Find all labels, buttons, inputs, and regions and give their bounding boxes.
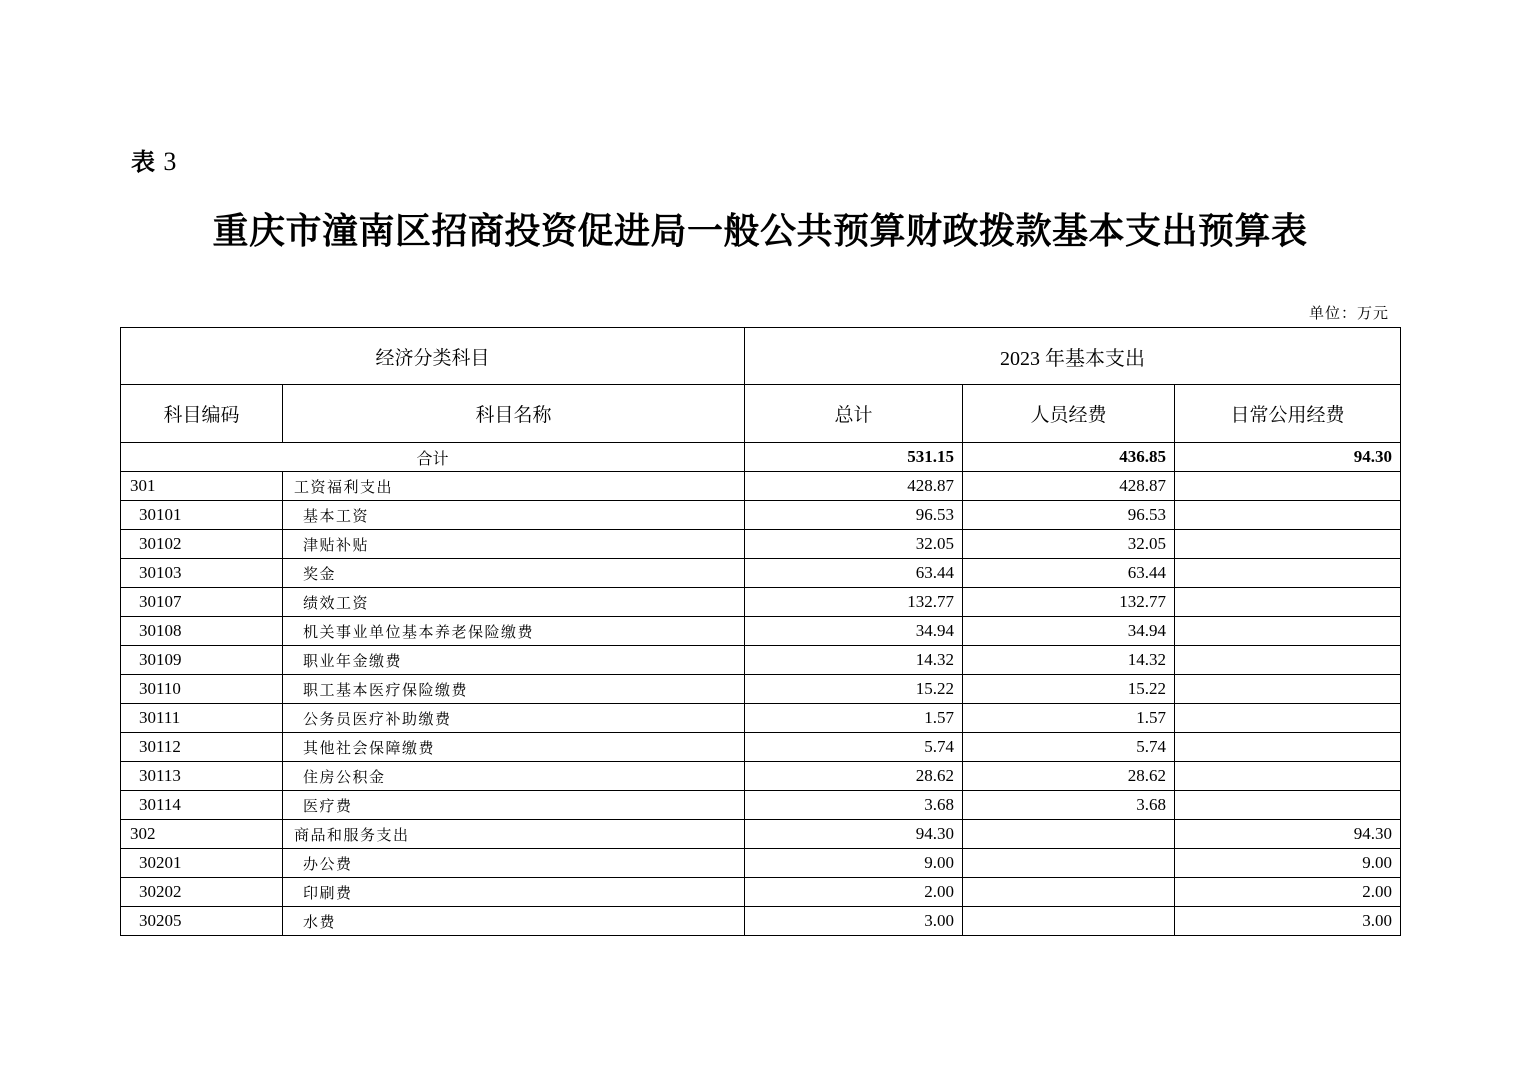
row-total: 34.94 [745, 617, 963, 646]
table-label-text: 表 [131, 148, 155, 176]
table-row [121, 878, 1401, 907]
row-code: 30201 [121, 849, 283, 878]
row-personnel [963, 820, 1175, 849]
total-row [121, 443, 1401, 472]
row-personnel: 1.57 [963, 704, 1175, 733]
row-name: 水费 [283, 907, 745, 936]
row-public [1175, 559, 1401, 588]
row-public [1175, 530, 1401, 559]
row-code: 30102 [121, 530, 283, 559]
row-code: 30109 [121, 646, 283, 675]
row-name: 住房公积金 [283, 762, 745, 791]
row-name: 商品和服务支出 [283, 820, 745, 849]
row-total: 96.53 [745, 501, 963, 530]
header-year-expense: 2023 年基本支出 [745, 328, 1401, 385]
row-total: 9.00 [745, 849, 963, 878]
row-name: 机关事业单位基本养老保险缴费 [283, 617, 745, 646]
row-public: 94.30 [1175, 820, 1401, 849]
row-name: 医疗费 [283, 791, 745, 820]
row-personnel: 63.44 [963, 559, 1175, 588]
row-personnel: 3.68 [963, 791, 1175, 820]
row-total: 2.00 [745, 878, 963, 907]
row-code: 301 [121, 472, 283, 501]
row-code: 30103 [121, 559, 283, 588]
row-personnel [963, 849, 1175, 878]
header-code: 科目编码 [121, 385, 283, 443]
header-econ-class: 经济分类科目 [121, 328, 745, 385]
row-public [1175, 733, 1401, 762]
row-public [1175, 501, 1401, 530]
row-total: 132.77 [745, 588, 963, 617]
table-row [121, 820, 1401, 849]
row-total: 3.00 [745, 907, 963, 936]
table-row [121, 849, 1401, 878]
row-personnel: 96.53 [963, 501, 1175, 530]
row-total: 3.68 [745, 791, 963, 820]
table-row [121, 472, 1401, 501]
row-public [1175, 646, 1401, 675]
row-name: 公务员医疗补助缴费 [283, 704, 745, 733]
row-public [1175, 791, 1401, 820]
row-name: 职业年金缴费 [283, 646, 745, 675]
table-row [121, 530, 1401, 559]
row-total: 28.62 [745, 762, 963, 791]
row-public [1175, 704, 1401, 733]
row-name: 工资福利支出 [283, 472, 745, 501]
row-total: 32.05 [745, 530, 963, 559]
budget-table [120, 327, 1401, 936]
header-public: 日常公用经费 [1175, 385, 1401, 443]
table-row [121, 762, 1401, 791]
header-row-1 [121, 328, 1401, 385]
row-public [1175, 675, 1401, 704]
row-personnel: 28.62 [963, 762, 1175, 791]
total-public: 94.30 [1175, 443, 1401, 472]
row-total: 94.30 [745, 820, 963, 849]
row-personnel: 428.87 [963, 472, 1175, 501]
total-personnel: 436.85 [963, 443, 1175, 472]
table-row [121, 733, 1401, 762]
row-code: 30205 [121, 907, 283, 936]
row-public [1175, 617, 1401, 646]
row-public: 3.00 [1175, 907, 1401, 936]
row-personnel [963, 878, 1175, 907]
table-row [121, 588, 1401, 617]
row-total: 14.32 [745, 646, 963, 675]
row-code: 30202 [121, 878, 283, 907]
row-total: 63.44 [745, 559, 963, 588]
row-personnel: 15.22 [963, 675, 1175, 704]
row-code: 30101 [121, 501, 283, 530]
row-name: 办公费 [283, 849, 745, 878]
row-personnel: 14.32 [963, 646, 1175, 675]
row-public [1175, 762, 1401, 791]
row-code: 30110 [121, 675, 283, 704]
row-personnel: 34.94 [963, 617, 1175, 646]
row-personnel [963, 907, 1175, 936]
table-row [121, 646, 1401, 675]
row-personnel: 5.74 [963, 733, 1175, 762]
table-row [121, 791, 1401, 820]
header-row-2 [121, 385, 1401, 443]
row-name: 其他社会保障缴费 [283, 733, 745, 762]
page-title: 重庆市潼南区招商投资促进局一般公共预算财政拨款基本支出预算表 [212, 210, 1308, 252]
total-label: 合计 [121, 443, 745, 472]
row-total: 15.22 [745, 675, 963, 704]
unit-label: 单位：万元 [1308, 304, 1389, 322]
table-row [121, 704, 1401, 733]
row-name: 印刷费 [283, 878, 745, 907]
row-public [1175, 472, 1401, 501]
table-row [121, 907, 1401, 936]
table-row [121, 617, 1401, 646]
row-public: 9.00 [1175, 849, 1401, 878]
row-name: 津贴补贴 [283, 530, 745, 559]
row-public: 2.00 [1175, 878, 1401, 907]
row-personnel: 132.77 [963, 588, 1175, 617]
row-code: 30114 [121, 791, 283, 820]
row-code: 30107 [121, 588, 283, 617]
row-personnel: 32.05 [963, 530, 1175, 559]
table-number: 3 [163, 147, 177, 176]
header-personnel: 人员经费 [963, 385, 1175, 443]
table-row [121, 501, 1401, 530]
row-total: 1.57 [745, 704, 963, 733]
row-code: 30108 [121, 617, 283, 646]
row-public [1175, 588, 1401, 617]
table-row [121, 675, 1401, 704]
header-total: 总计 [745, 385, 963, 443]
row-code: 302 [121, 820, 283, 849]
total-total: 531.15 [745, 443, 963, 472]
row-total: 428.87 [745, 472, 963, 501]
row-name: 绩效工资 [283, 588, 745, 617]
table-label [131, 142, 176, 177]
row-name: 职工基本医疗保险缴费 [283, 675, 745, 704]
table-row [121, 559, 1401, 588]
row-code: 30112 [121, 733, 283, 762]
row-code: 30111 [121, 704, 283, 733]
row-name: 奖金 [283, 559, 745, 588]
header-name: 科目名称 [283, 385, 745, 443]
row-total: 5.74 [745, 733, 963, 762]
row-name: 基本工资 [283, 501, 745, 530]
row-code: 30113 [121, 762, 283, 791]
